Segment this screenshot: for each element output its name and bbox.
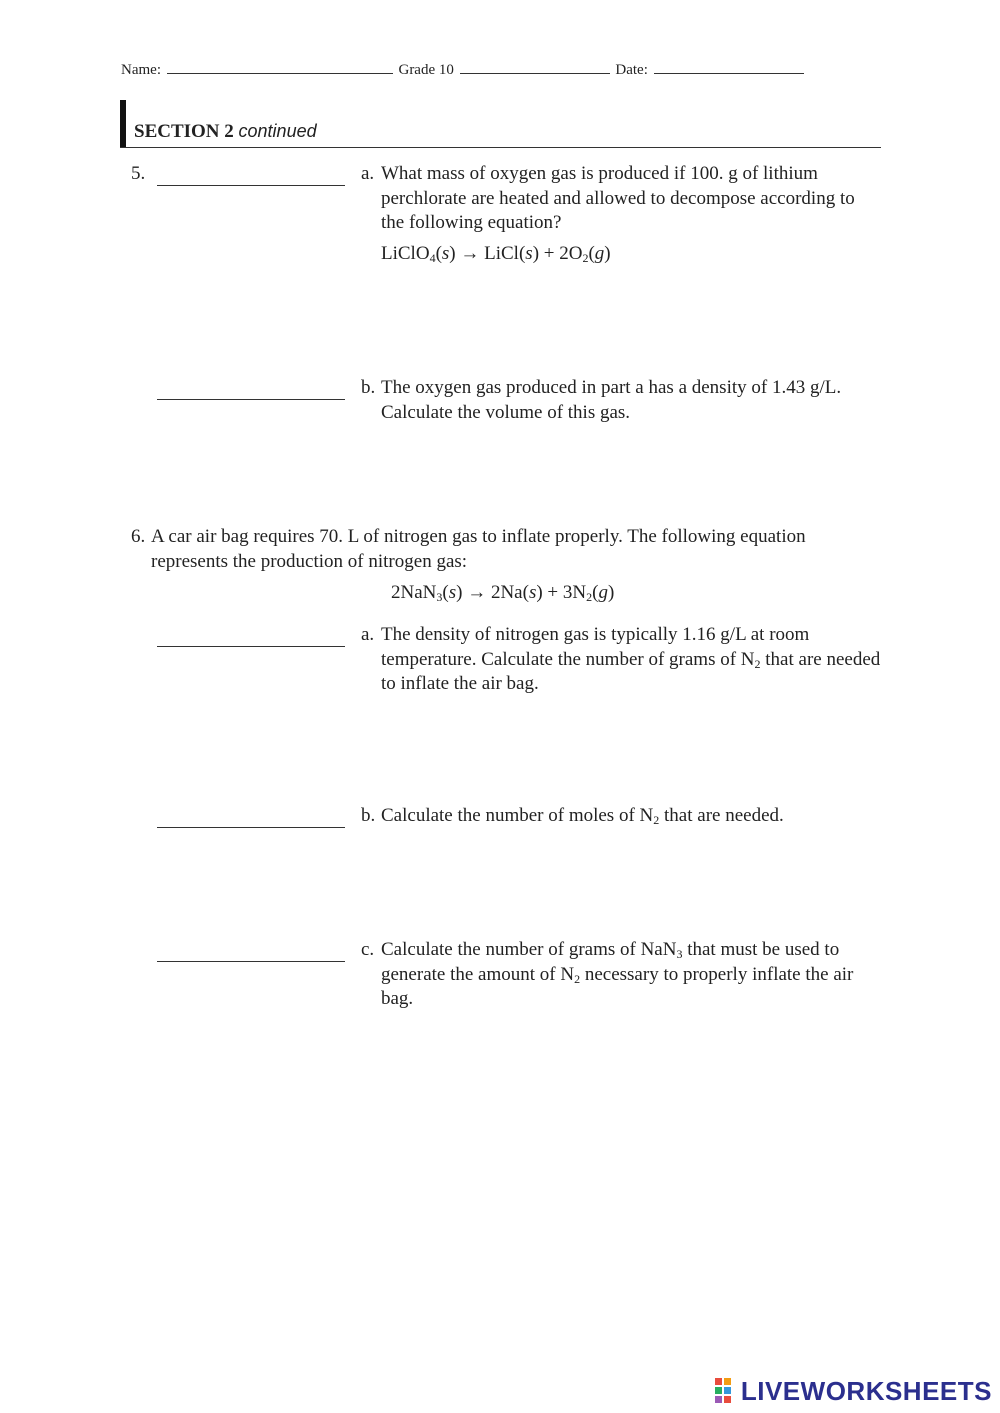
q5b-text: The oxygen gas produced in part a has a density of 1.43 g/L. Calculate the volume of this gas.	[381, 377, 842, 423]
q6-number: 6.	[131, 526, 146, 547]
q6c-label: c.	[361, 939, 375, 960]
q6a-answer-field[interactable]	[157, 646, 345, 647]
q5a-text: What mass of oxygen gas is produced if 100. g of lithium perchlorate are heated and allowed to decompose according to the following equation?	[381, 163, 855, 233]
name-field[interactable]	[167, 60, 393, 74]
section-subtitle: continued	[238, 121, 317, 141]
liveworksheets-logo	[715, 1376, 992, 1407]
q6a-text: The density of nitrogen gas is typically 1.16 g/L at room temperature. Calculate the number of grams of $N_2$ that are needed to inflate the air bag.	[381, 624, 881, 694]
q6b-label: b.	[361, 805, 376, 826]
q5a-question	[361, 162, 881, 236]
q6-intro: A car air bag requires 70. L of nitrogen gas to inflate properly. The following equation represents the production of nitrogen gas:	[151, 526, 806, 572]
q5a-label: a.	[361, 163, 375, 184]
q5b-question	[361, 376, 881, 425]
q6a-question	[361, 623, 881, 697]
name-label: Name:	[121, 62, 161, 78]
q6-equation: $2NaN_3(s) \to 2Na(s) + 3N_2(g)$	[391, 582, 615, 604]
section-divider	[120, 147, 881, 148]
date-field[interactable]	[654, 60, 804, 74]
grade-field[interactable]	[460, 60, 610, 74]
q6b-answer-field[interactable]	[157, 827, 345, 828]
liveworksheets-brand: LIVEWORKSHEETS	[740, 1376, 992, 1406]
q5b-label: b.	[361, 377, 376, 398]
grade-label: Grade 10	[398, 62, 454, 78]
q6c-answer-field[interactable]	[157, 961, 345, 962]
section-bar	[120, 100, 126, 148]
liveworksheets-logo-icon	[715, 1378, 741, 1406]
section-title-text: SECTION 2	[134, 121, 234, 142]
q6b-question	[361, 804, 881, 829]
q6b-text: Calculate the number of moles of $N_2$ that are needed.	[381, 805, 784, 827]
section-title	[134, 121, 317, 143]
q5a-answer-field[interactable]	[157, 185, 345, 186]
q6a-label: a.	[361, 624, 375, 645]
q6c-text: Calculate the number of grams of NaN$_3$ that must be used to generate the amount of $N_2$ necessary to properly inflate the air bag.	[381, 939, 854, 1009]
q5-equation: LiClO$_4$(s) → LiCl(s) + $2O_2(g)$	[381, 243, 611, 265]
q6c-question	[361, 938, 881, 1012]
worksheet-header	[121, 60, 806, 79]
q5-number: 5.	[131, 163, 146, 184]
q5b-answer-field[interactable]	[157, 399, 345, 400]
date-label: Date:	[615, 62, 648, 78]
